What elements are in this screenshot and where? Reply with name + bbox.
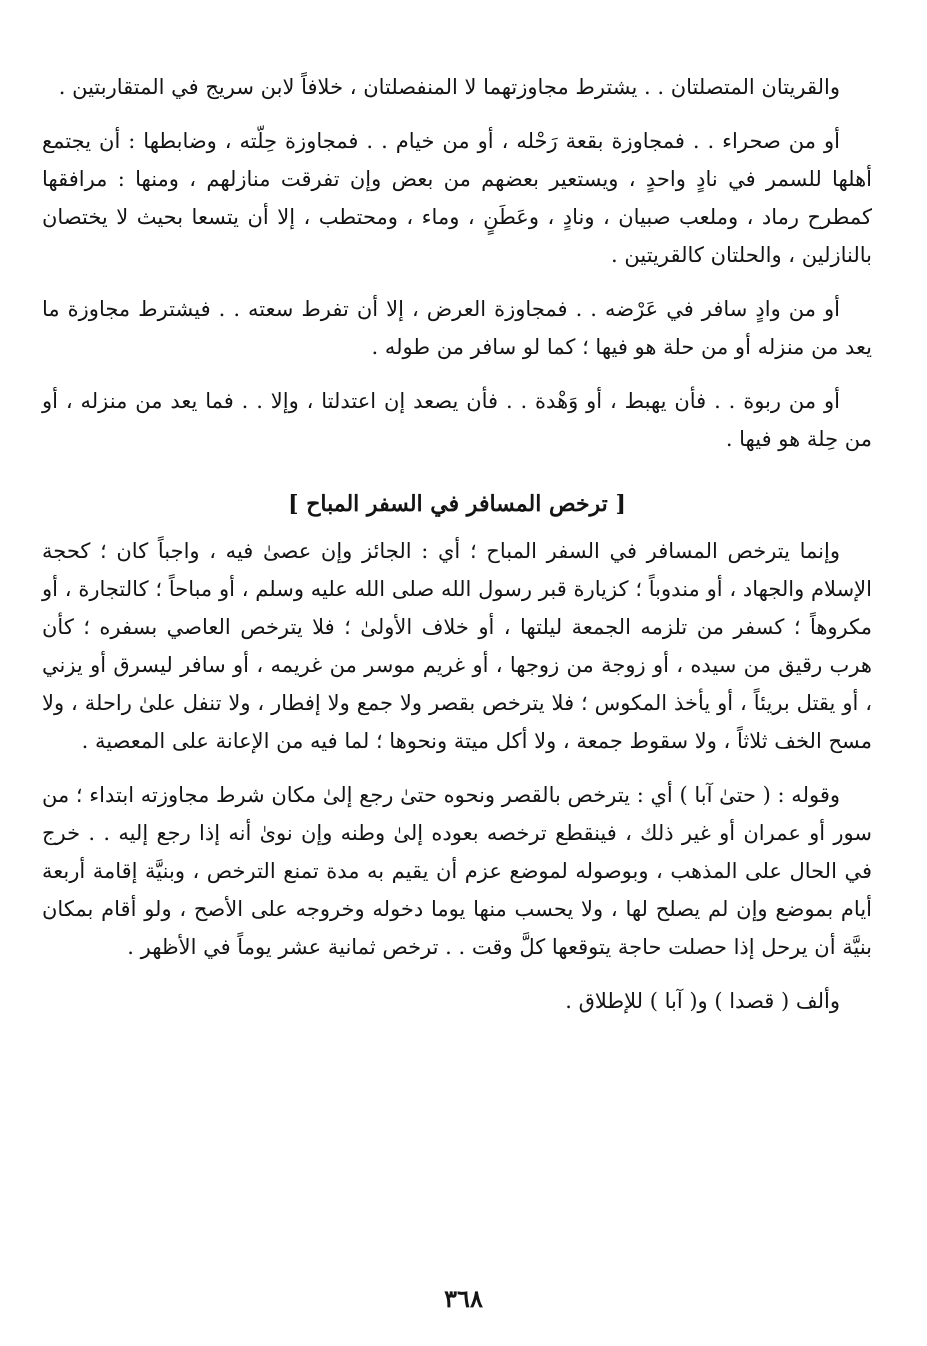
page-number: ٣٦٨ [444, 1284, 483, 1313]
paragraph: أو من صحراء . . فمجاوزة بقعة رَحْله ، أو من خيام . . فمجاوزة حِلّته ، وضابطها : أن يجتمع أهلها للسمر في نادٍ واحدٍ ، ويستعير بعضهم من بعض وإن تفرقت منازلهم ، ومنها : مرافقها كمطرح رماد ، وملعب صبيان ، ونادٍ ، وعَطَنٍ ، وماء ، ومحتطب ، إلا أن يتسعا بحيث لا يختصان بالنازلين ، والحلتان كالقريتين . [42, 129, 872, 267]
paragraph: والقريتان المتصلتان . . يشترط مجاوزتهما لا المنفصلتان ، خلافاً لابن سريج في المتقاربتين . [58, 75, 840, 99]
paragraph: وألف ( قصدا ) و( آبا ) للإطلاق . [565, 989, 840, 1013]
paragraph: وقوله : ( حتىٰ آبا ) أي : يترخص بالقصر ونحوه حتىٰ رجع إلىٰ مكان شرط مجاوزته ابتداء ؛ من سور أو عمران أو غير ذلك ، فينقطع ترخصه بعوده إلىٰ وطنه وإن نوىٰ أنه إذا رجع إليه . . خرج في الحال على المذهب ، وبوصوله لموضع عزم أن يقيم به مدة تمنع الترخص ، وبنيَّة إقامة أربعة أيام بموضع وإن لم يصلح لها ، ولا يحسب منها يوما دخوله وخروجه على الأصح ، ولو أقام بمكان بنيَّة أن يرحل إذا حصلت حاجة يتوقعها كلَّ وقت . . ترخص ثمانية عشر يوماً في الأظهر . [42, 783, 872, 959]
paragraph: أو من ربوة . . فأن يهبط ، أو وَهْدة . . فأن يصعد إن اعتدلتا ، وإلا . . فما يعد من منزله ، أو من حِلة هو فيها . [42, 389, 872, 451]
paragraph: وإنما يترخص المسافر في السفر المباح ؛ أي : الجائز وإن عصىٰ فيه ، واجباً كان ؛ كحجة الإسلام والجهاد ، أو مندوباً ؛ كزيارة قبر رسول الله صلى الله عليه وسلم ، أو مباحاً ؛ كالتجارة ، أو مكروهاً ؛ كسفر من تلزمه الجمعة ليلتها ، أو خلاف الأولىٰ ؛ فلا يترخص العاصي بسفره ؛ كأن هرب رقيق من سيده ، أو زوجة من زوجها ، أو غريم موسر من غريمه ، أو سافر ليسرق أو يزني ، أو يقتل بريئاً ، أو يأخذ المكوس ؛ فلا يترخص بقصر ولا جمع ولا إفطار ، ولا تنفل علىٰ راحلة ، ولا مسح الخف ثلاثاً ، ولا سقوط جمعة ، ولا أكل ميتة ونحوها ؛ لما فيه من الإعانة على المعصية . [42, 539, 872, 753]
page-body [42, 68, 872, 1036]
paragraph: أو من وادٍ سافر في عَرْضه . . فمجاوزة العرض ، إلا أن تفرط سعته . . فيشترط مجاوزة ما يعد من منزله أو من حلة هو فيها ؛ كما لو سافر من طوله . [42, 297, 872, 359]
section-heading: [ ترخص المسافر في السفر المباح ] [288, 491, 626, 517]
